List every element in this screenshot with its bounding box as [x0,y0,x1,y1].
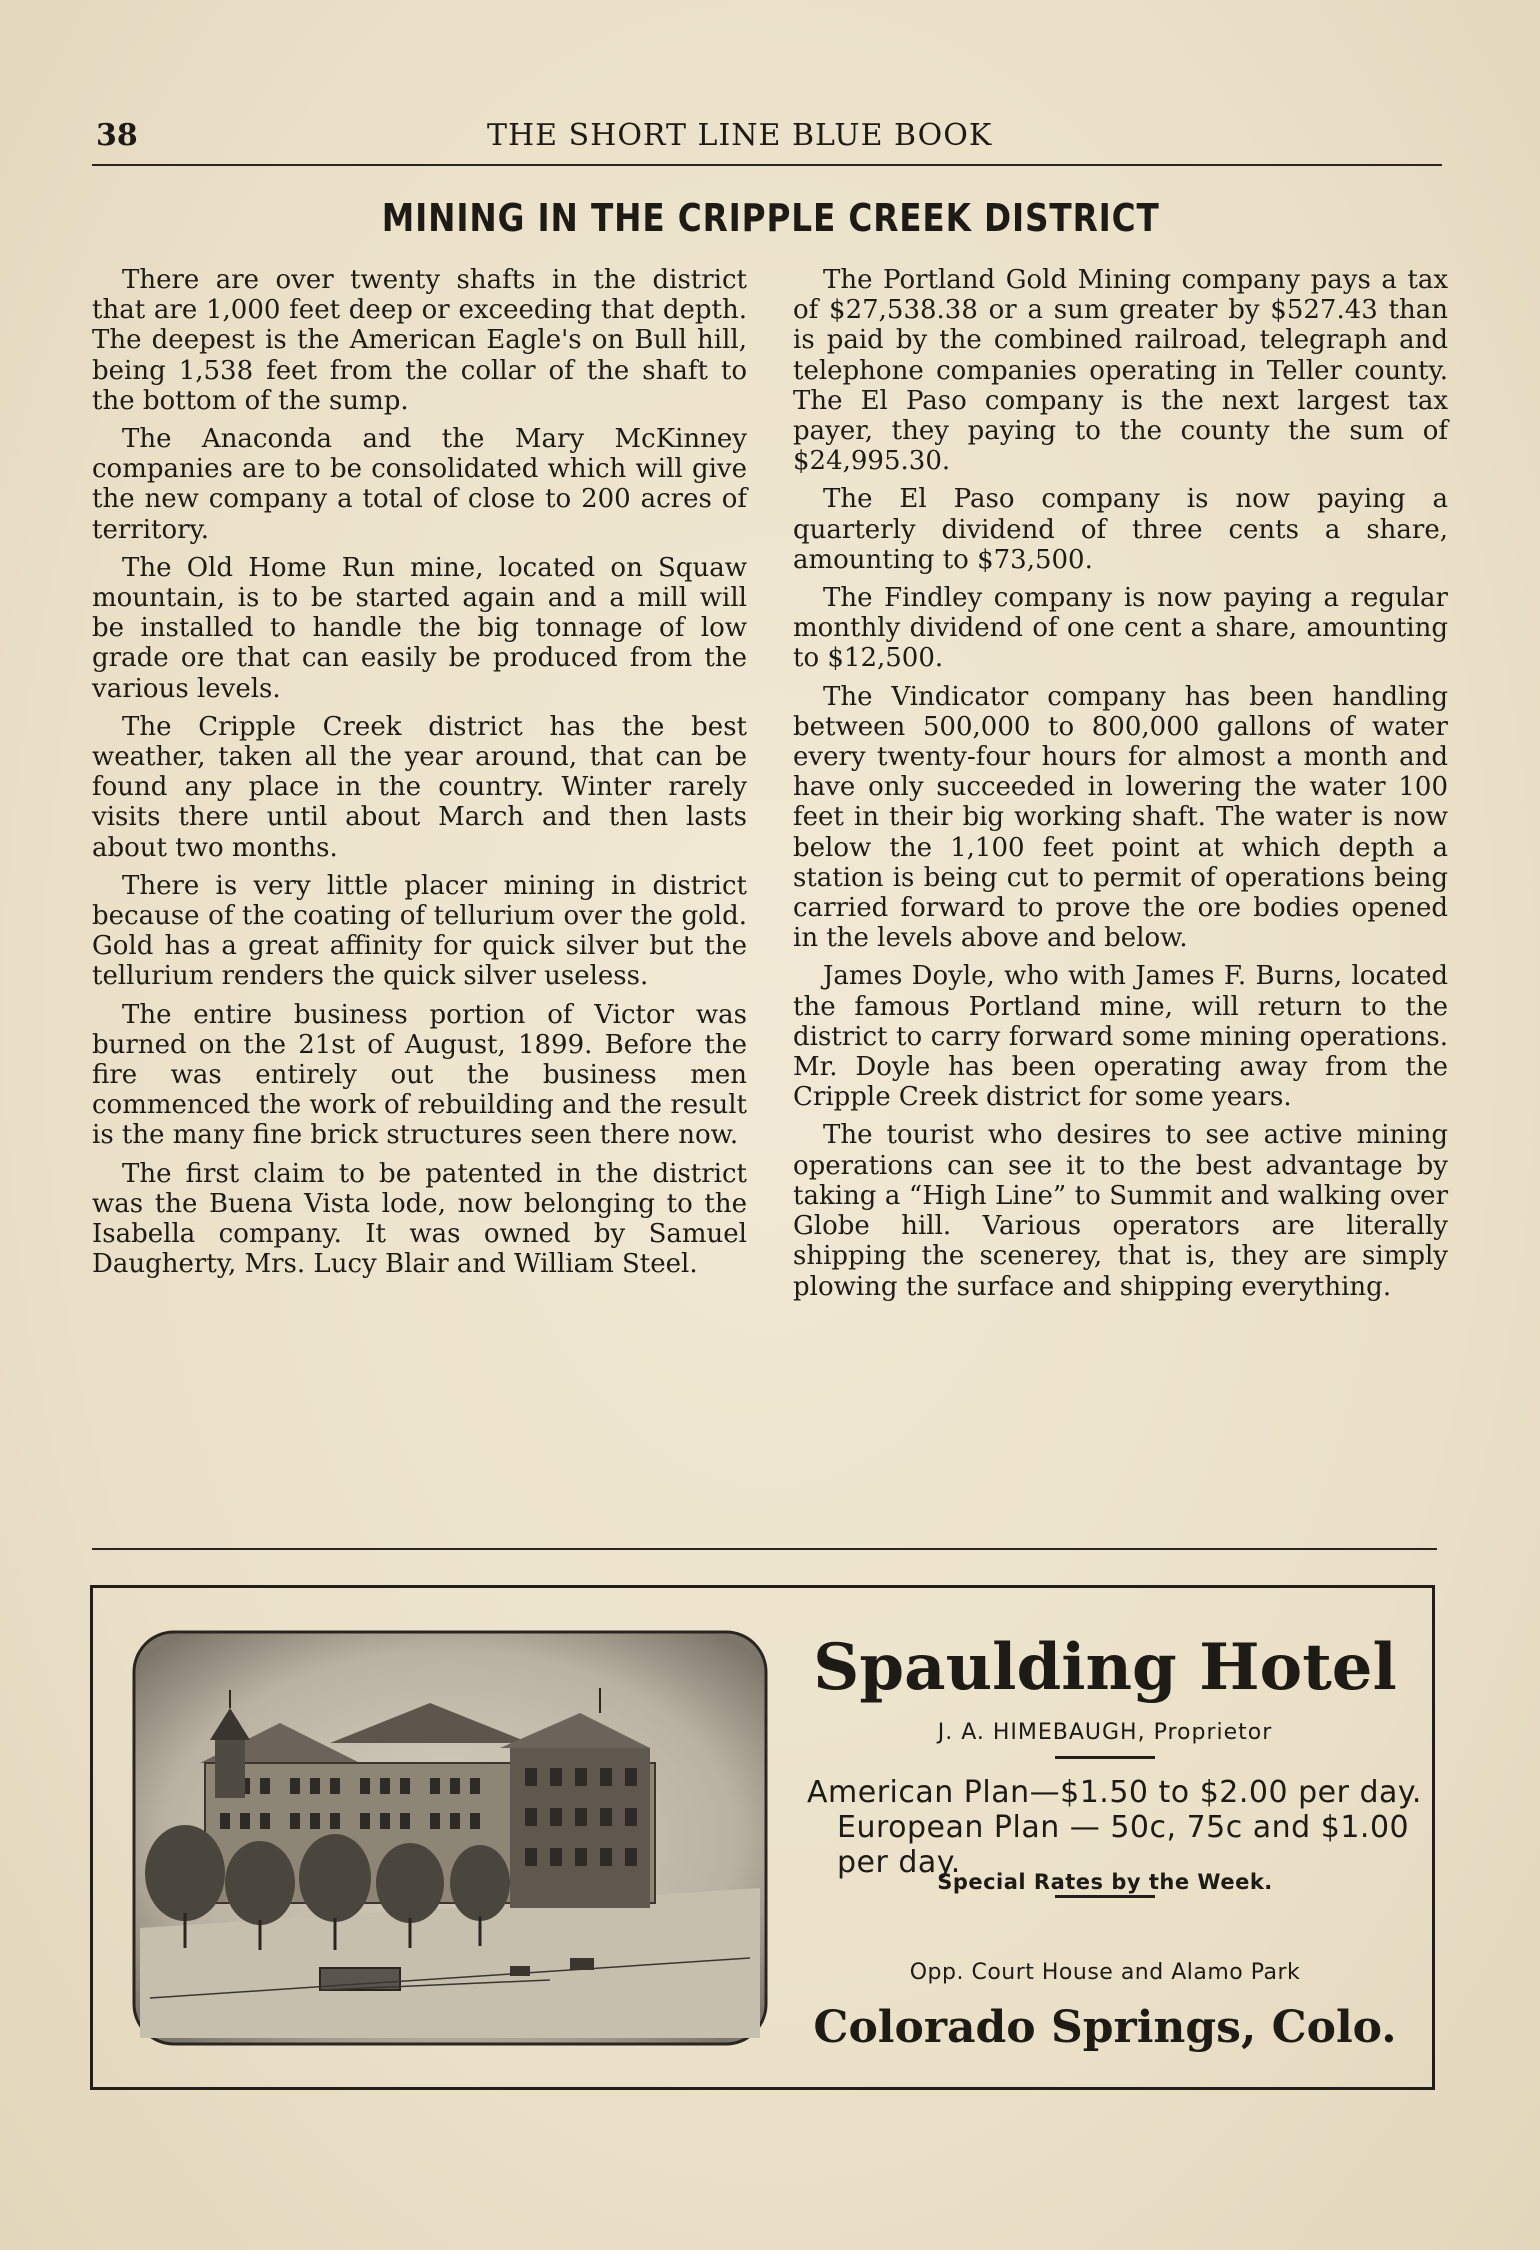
left-column [92,265,747,1288]
ad-divider [1055,1895,1155,1898]
paragraph: The El Paso company is now paying a quarterly dividend of three cents a share, amounting to $73,500. [793,484,1448,575]
paragraph: The Anaconda and the Mary McKinney companies are to be consolidated which will give the new company a total of close to 200 acres of territory. [92,424,747,545]
paragraph: The tourist who desires to see active mining operations can see it to the best advantage by taking a “High Line” to Summit and walking over Globe hill. Various operators are literally shipping the scenerey, that is, they are simply plowing the surface and shipping everything. [793,1120,1448,1302]
hotel-address: Opp. Court House and Alamo Park [909,1960,1301,1985]
paragraph: The Vindicator company has been handling between 500,000 to 800,000 gallons of water every twenty-four hours for almost a month and have only succeeded in lowering the water 100 feet in their big working shaft. The water is now below the 1,100 feet point at which depth a station is being cut to permit of operations being carried forward to prove the ore bodies opened in the levels above and below. [793,681,1448,954]
paragraph: There are over twenty shafts in the district that are 1,000 feet deep or exceeding that depth. The deepest is the American Eagle's on Bull hill, being 1,538 feet from the collar of the shaft to the bottom of the sump. [92,265,747,416]
hotel-city: Colorado Springs, Colo. [813,2002,1397,2053]
paragraph: There is very little placer mining in district because of the coating of tellurium over the gold. Gold has a great affinity for quick silver but the tellurium renders the quick silver useless. [92,870,747,992]
paragraph: The Cripple Creek district has the best weather, taken all the year around, that can be found any place in the country. Winter rarely visits there until about March and then lasts about two months. [92,711,747,863]
paragraph: The entire business portion of Victor was burned on the 21st of August, 1899. Before the fire was entirely out the business men commenced the work of rebuilding and the result is the many fine brick structures seen there now. [92,999,747,1151]
special-rates: Special Rates by the Week. [937,1870,1273,1894]
page-header [92,118,1442,158]
paragraph: The Findley company is now paying a regular monthly dividend of one cent a share, amounting to $12,500. [793,583,1448,674]
ad-divider [1055,1756,1155,1759]
paragraph: The Old Home Run mine, located on Squaw mountain, is to be started again and a mill will be installed to handle the big tonnage of low grade ore that can easily be produced from the various levels. [92,552,747,704]
page-number: 38 [96,118,138,153]
hotel-name: Spaulding Hotel [813,1630,1397,1705]
header-rule [92,164,1442,166]
article-title: MINING IN THE CRIPPLE CREEK DISTRICT [381,196,1160,240]
running-head: THE SHORT LINE BLUE BOOK [487,118,993,153]
right-column [793,265,1448,1310]
room-rates: American Plan—$1.50 to $2.00 per day. European Plan — 50c, 75c and $1.00 per day. [807,1775,1422,1880]
paragraph: The Portland Gold Mining company pays a tax of $27,538.38 or a sum greater by $527.43 than is paid by the combined railroad, telegraph and telephone companies operating in Teller county. The El Paso company is the next largest tax payer, they paying to the county the sum of $24,995.30. [793,265,1448,477]
section-rule [92,1548,1437,1550]
proprietor: J. A. HIMEBAUGH, Proprietor [937,1720,1273,1745]
paragraph: The first claim to be patented in the district was the Buena Vista lode, now belonging to the Isabella company. It was owned by Samuel Daugherty, Mrs. Lucy Blair and William Steel. [92,1158,747,1280]
paragraph: James Doyle, who with James F. Burns, located the famous Portland mine, will return to the district to carry forward some mining operations. Mr. Doyle has been operating away from the Cripple Creek district for some years. [793,961,1448,1113]
hotel-illustration [130,1628,770,2048]
